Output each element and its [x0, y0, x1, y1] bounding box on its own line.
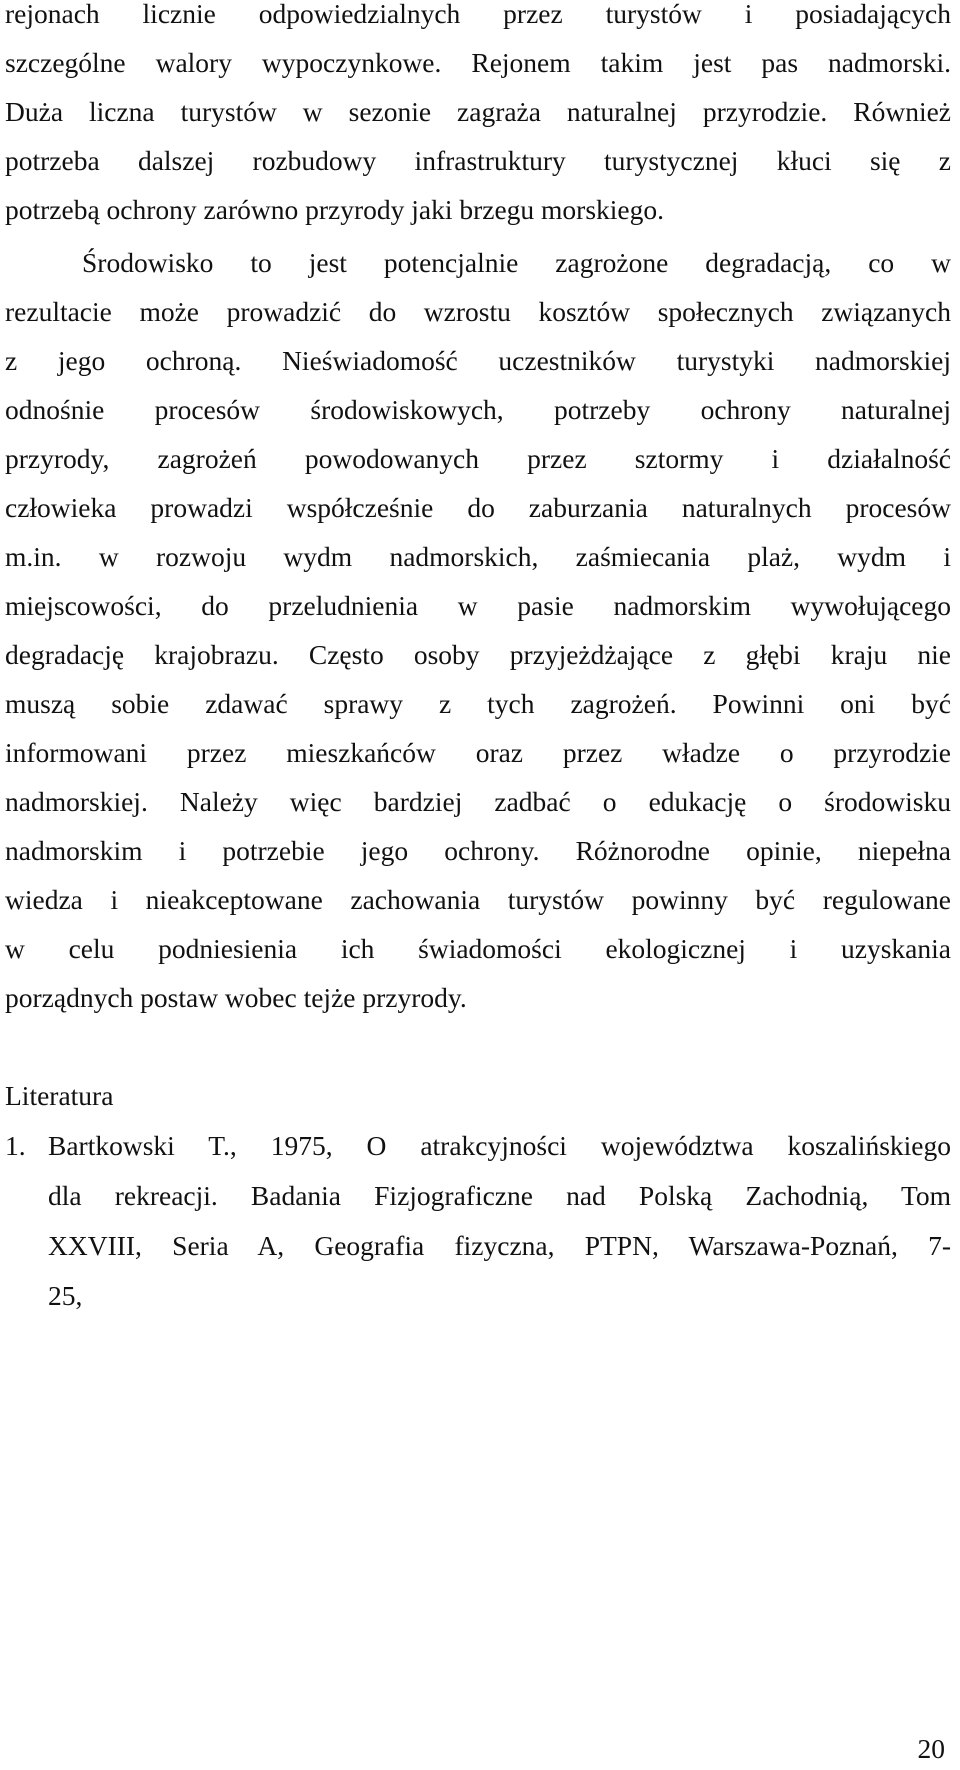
body-line: rejonach licznie odpowiedzialnych przez turystów i posiadających: [5, 0, 951, 29]
body-line: człowieka prowadzi współcześnie do zaburzania naturalnych procesów: [5, 492, 951, 523]
body-line: nadmorskiej. Należy więc bardziej zadbać o edukację o środowisku: [5, 786, 951, 817]
body-line: potrzebą ochrony zarówno przyrody jaki brzegu morskiego.: [5, 194, 665, 225]
body-line: muszą sobie zdawać sprawy z tych zagrożeń. Powinni oni być: [5, 688, 951, 719]
body-line: degradację krajobrazu. Często osoby przyjeżdżające z głębi kraju nie: [5, 639, 951, 670]
body-line: przyrody, zagrożeń powodowanych przez sztormy i działalność: [5, 443, 951, 474]
reference-line: XXVIII, Seria A, Geografia fizyczna, PTPN, Warszawa-Poznań, 7-: [48, 1230, 951, 1261]
literature-heading: Literatura: [5, 1080, 114, 1111]
body-line: wiedza i nieakceptowane zachowania turystów powinny być regulowane: [5, 884, 951, 915]
body-line: odnośnie procesów środowiskowych, potrzeby ochrony naturalnej: [5, 394, 951, 425]
reference-line: 25,: [48, 1280, 83, 1311]
body-line: informowani przez mieszkańców oraz przez władze o przyrodzie: [5, 737, 951, 768]
reference-number: 1.: [5, 1130, 26, 1161]
body-line: Duża liczna turystów w sezonie zagraża naturalnej przyrodzie. Również: [5, 96, 951, 127]
body-line: w celu podniesienia ich świadomości ekologicznej i uzyskania: [5, 933, 951, 964]
body-line: szczególne walory wypoczynkowe. Rejonem takim jest pas nadmorski.: [5, 47, 951, 78]
body-line: nadmorskim i potrzebie jego ochrony. Różnorodne opinie, niepełna: [5, 835, 951, 866]
body-line: Środowisko to jest potencjalnie zagrożone degradacją, co w: [82, 247, 951, 278]
reference-line: dla rekreacji. Badania Fizjograficzne nad Polską Zachodnią, Tom: [48, 1180, 951, 1211]
body-line: porządnych postaw wobec tejże przyrody.: [5, 982, 467, 1013]
body-line: potrzeba dalszej rozbudowy infrastruktury turystycznej kłuci się z: [5, 145, 951, 176]
page-number: 20: [917, 1733, 945, 1764]
body-line: m.in. w rozwoju wydm nadmorskich, zaśmiecania plaż, wydm i: [5, 541, 951, 572]
body-line: miejscowości, do przeludnienia w pasie nadmorskim wywołującego: [5, 590, 951, 621]
body-line: z jego ochroną. Nieświadomość uczestników turystyki nadmorskiej: [5, 345, 951, 376]
reference-line: Bartkowski T., 1975, O atrakcyjności województwa koszalińskiego: [48, 1130, 951, 1161]
body-line: rezultacie może prowadzić do wzrostu kosztów społecznych związanych: [5, 296, 951, 327]
